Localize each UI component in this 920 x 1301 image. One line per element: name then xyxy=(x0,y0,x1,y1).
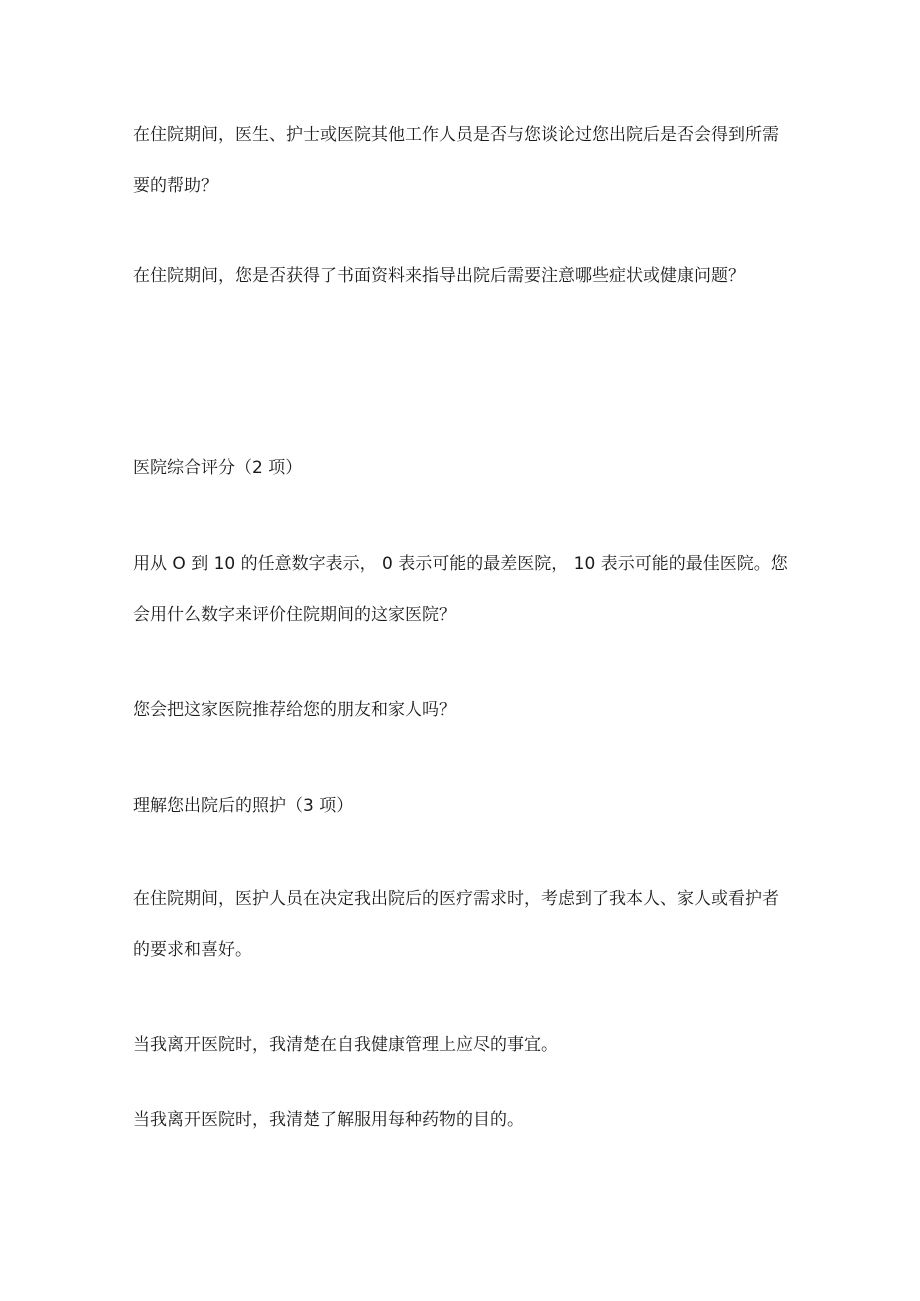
statement-preferences-considered: 在住院期间，医护人员在决定我出院后的医疗需求时，考虑到了我本人、家人或看护者的要求和喜好。 xyxy=(133,889,779,960)
question-recommend: 您会把这家医院推荐给您的朋友和家人吗？ xyxy=(133,700,456,720)
question-rating-scale: 用从 O 到 10 的任意数字表示， 0 表示可能的最差医院， 10 表示可能的最佳医院。您会用什么数字来评价住院期间的这家医院？ xyxy=(133,554,788,625)
question-written-info: 在住院期间，您是否获得了书面资料来指导出院后需要注意哪些症状或健康问题？ xyxy=(133,266,745,286)
section-heading-hospital-rating: 医院综合评分（2 项） xyxy=(133,458,303,478)
statement-self-management: 当我离开医院时，我清楚在自我健康管理上应尽的事宜。 xyxy=(133,1035,558,1055)
statement-medication-purpose: 当我离开医院时，我清楚了解服用每种药物的目的。 xyxy=(133,1110,524,1130)
section-heading-care-transition: 理解您出院后的照护（3 项） xyxy=(133,796,354,816)
question-discharge-help: 在住院期间，医生、护士或医院其他工作人员是否与您谈论过您出院后是否会得到所需要的帮助？ xyxy=(133,125,779,196)
